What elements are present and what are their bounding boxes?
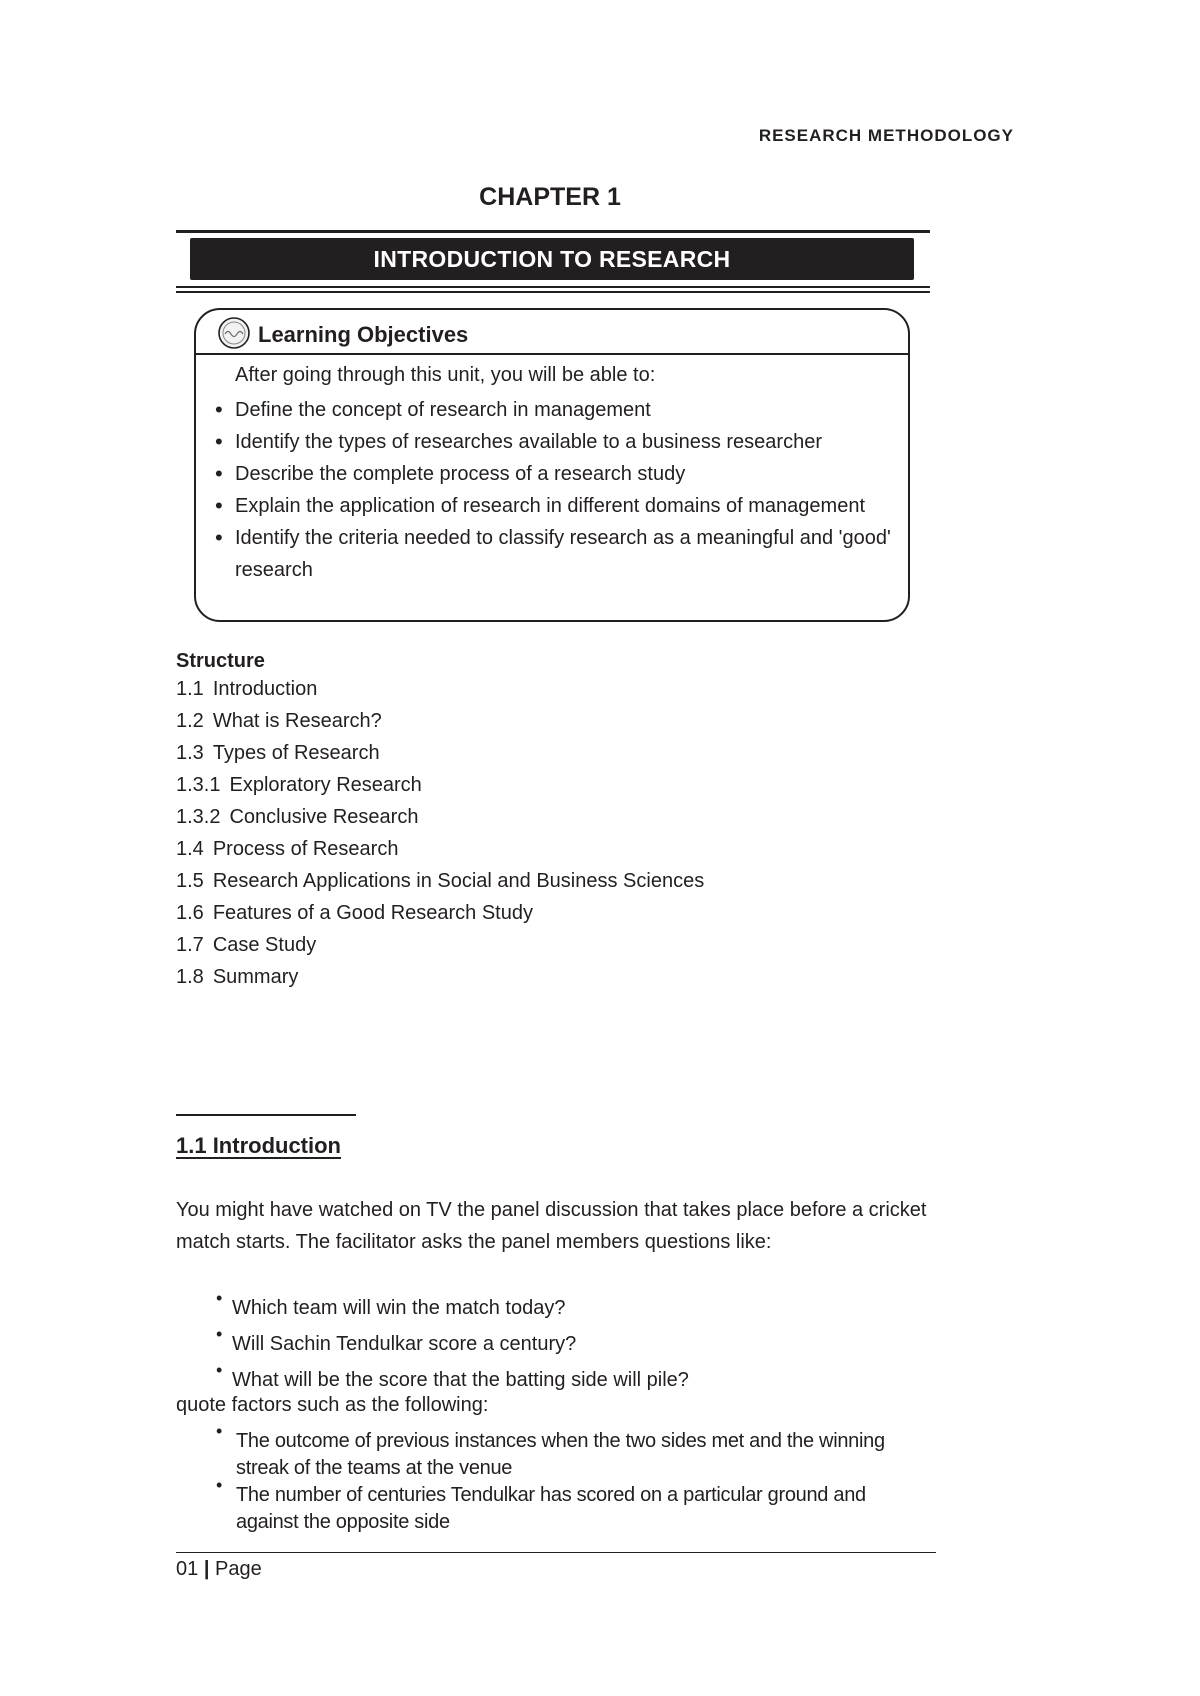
structure-item-label: Introduction — [212, 678, 318, 700]
structure-item — [176, 673, 704, 705]
question-item: • Will Sachin Tendulkar score a century? — [232, 1326, 689, 1362]
structure-item-label: Features of a Good Research Study — [212, 902, 533, 924]
structure-item-number: 1.5 — [176, 870, 204, 892]
learning-objectives-intro: After going through this unit, you will be able to: — [235, 364, 656, 386]
page-number: 01 — [176, 1558, 199, 1580]
structure-item-label: Process of Research — [212, 838, 399, 860]
structure-item-label: Conclusive Research — [229, 806, 419, 828]
structure-item — [176, 705, 704, 737]
structure-item-label: Summary — [212, 966, 299, 988]
structure-heading: Structure — [176, 650, 265, 672]
intro-paragraph: You might have watched on TV the panel discussion that takes place before a cricket match starts. The facilitator asks the panel members questions like: — [176, 1199, 927, 1253]
factor-item: • The number of centuries Tendulkar has scored on a particular ground and against the opposite side — [236, 1482, 916, 1536]
chapter-title-banner: INTRODUCTION TO RESEARCH — [190, 238, 914, 280]
objective-item: • Describe the complete process of a research study — [235, 458, 905, 490]
factor-list — [236, 1428, 916, 1536]
question-item: • What will be the score that the batting side will pile? — [232, 1362, 689, 1398]
structure-item — [176, 865, 704, 897]
learning-objectives-divider — [194, 353, 910, 355]
magnifier-objectives-icon — [216, 315, 252, 351]
structure-item — [176, 801, 704, 833]
structure-item — [176, 929, 704, 961]
structure-item-number: 1.1 — [176, 678, 204, 700]
structure-item — [176, 897, 704, 929]
footer-separator: | — [203, 1558, 210, 1580]
section-title: 1.1 Introduction — [176, 1133, 341, 1158]
objective-item: • Explain the application of research in different domains of management — [235, 490, 905, 522]
section-rule — [176, 1114, 356, 1116]
structure-item-number: 1.4 — [176, 838, 204, 860]
structure-item — [176, 961, 704, 993]
structure-list — [176, 673, 704, 993]
structure-item — [176, 833, 704, 865]
structure-item-number: 1.8 — [176, 966, 204, 988]
objective-item: • Identify the types of researches available to a business researcher — [235, 426, 905, 458]
banner-top-rule — [176, 230, 930, 233]
structure-item — [176, 769, 704, 801]
page-label: Page — [214, 1558, 262, 1580]
learning-objectives-list — [235, 394, 905, 586]
footer-rule — [176, 1552, 936, 1553]
question-list — [232, 1290, 689, 1398]
structure-item-label: Exploratory Research — [229, 774, 422, 796]
running-header: RESEARCH METHODOLOGY — [758, 126, 1014, 145]
page-footer — [176, 1558, 262, 1581]
banner-bottom-rule-2 — [176, 291, 930, 293]
structure-item-number: 1.3.2 — [176, 806, 221, 828]
factor-item: • The outcome of previous instances when the two sides met and the winning streak of the teams at the venue — [236, 1428, 916, 1482]
structure-item-number: 1.3 — [176, 742, 204, 764]
objective-item: • Define the concept of research in management — [235, 394, 905, 426]
learning-objectives-heading: Learning Objectives — [258, 322, 469, 347]
structure-item — [176, 737, 704, 769]
banner-bottom-rule-1 — [176, 286, 930, 288]
structure-item-label: Case Study — [212, 934, 317, 956]
quote-factors-line: quote factors such as the following: — [176, 1394, 489, 1416]
structure-item-number: 1.7 — [176, 934, 204, 956]
objective-item: • Identify the criteria needed to classify research as a meaningful and 'good' research — [235, 522, 905, 586]
structure-item-number: 1.6 — [176, 902, 204, 924]
question-item: • Which team will win the match today? — [232, 1290, 689, 1326]
chapter-label: CHAPTER 1 — [479, 183, 621, 211]
structure-item-label: Research Applications in Social and Business Sciences — [212, 870, 705, 892]
structure-item-label: Types of Research — [212, 742, 380, 764]
structure-item-number: 1.3.1 — [176, 774, 221, 796]
structure-item-label: What is Research? — [212, 710, 382, 732]
structure-item-number: 1.2 — [176, 710, 204, 732]
